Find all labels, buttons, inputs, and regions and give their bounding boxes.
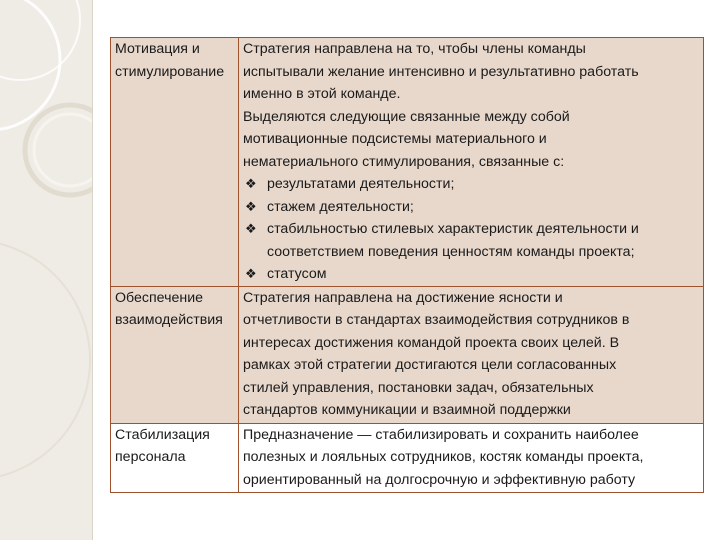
aspect-cell	[111, 38, 239, 287]
cell-text-line: персонала	[115, 449, 186, 465]
cell-text-line: стандартов коммуникации и взаимной поддержки	[243, 402, 571, 418]
cell-text-line: ориентированный на долгосрочную и эффективную работу	[243, 471, 636, 488]
cell-text-line: именно в этой команде.	[243, 86, 401, 102]
cell-text-line: мотивационные подсистемы материального и	[243, 131, 547, 147]
description-cell	[239, 423, 704, 492]
description-cell	[239, 286, 704, 423]
list-item	[243, 218, 699, 263]
diamond-clover-bullet-icon: ❖	[245, 198, 257, 214]
cell-text-line: Обеспечение	[115, 289, 204, 306]
diamond-clover-bullet-icon: ❖	[245, 176, 257, 191]
cell-text-line: Мотивация и	[115, 41, 200, 57]
decorative-divider-line	[92, 0, 93, 540]
cell-text-line: рамках этой стратегии достигаются цели согласованных	[243, 357, 617, 373]
cell-text-line: интересах достижения командой проекта своих целей. В	[243, 334, 620, 351]
cell-text-line: испытывали желание интенсивно и результативно работать	[243, 63, 639, 80]
cell-text-line: стилей управления, постановки задач, обязательных	[243, 379, 594, 396]
strategy-table	[110, 37, 704, 493]
diamond-clover-bullet-icon: ❖	[245, 266, 257, 281]
cell-text-line: отчетливости в стандартах взаимодействия сотрудников в	[243, 312, 630, 328]
aspect-cell	[111, 423, 239, 492]
cell-text-line: нематериального стимулирования, связанные с:	[243, 153, 565, 170]
bullet-text-line: результатами деятельности;	[267, 176, 455, 192]
table-row	[111, 286, 704, 423]
cell-text-line: полезных и лояльных сотрудников, костяк команды проекта,	[243, 449, 644, 465]
bullet-text-line: стажем деятельности;	[267, 198, 414, 215]
bullet-list	[243, 173, 699, 286]
bullet-text-line: стабильностью стилевых характеристик деятельности и	[267, 221, 639, 237]
cell-text-line: Предназначение — стабилизировать и сохранить наиболее	[243, 426, 639, 443]
diamond-clover-bullet-icon: ❖	[245, 221, 257, 236]
cell-text-line: взаимодействия	[115, 312, 223, 328]
cell-text-line: Выделяются следующие связанные между собой	[243, 108, 570, 125]
decorative-circles	[0, 0, 92, 540]
aspect-cell	[111, 286, 239, 423]
cell-text-line: Стратегия направлена на достижение ясности и	[243, 289, 563, 306]
description-cell	[239, 38, 704, 287]
bullet-text-line: соответствием поведения ценностям команды проекта;	[267, 243, 635, 260]
table-row	[111, 423, 704, 492]
list-item	[243, 196, 699, 219]
cell-text-line: стимулирование	[115, 63, 225, 80]
bullet-text-line: статусом	[267, 266, 327, 282]
list-item	[243, 263, 699, 286]
cell-text-line: Стабилизация	[115, 426, 210, 443]
table-row	[111, 38, 704, 287]
cell-text-line: Стратегия направлена на то, чтобы члены команды	[243, 41, 586, 57]
list-item	[243, 173, 699, 196]
